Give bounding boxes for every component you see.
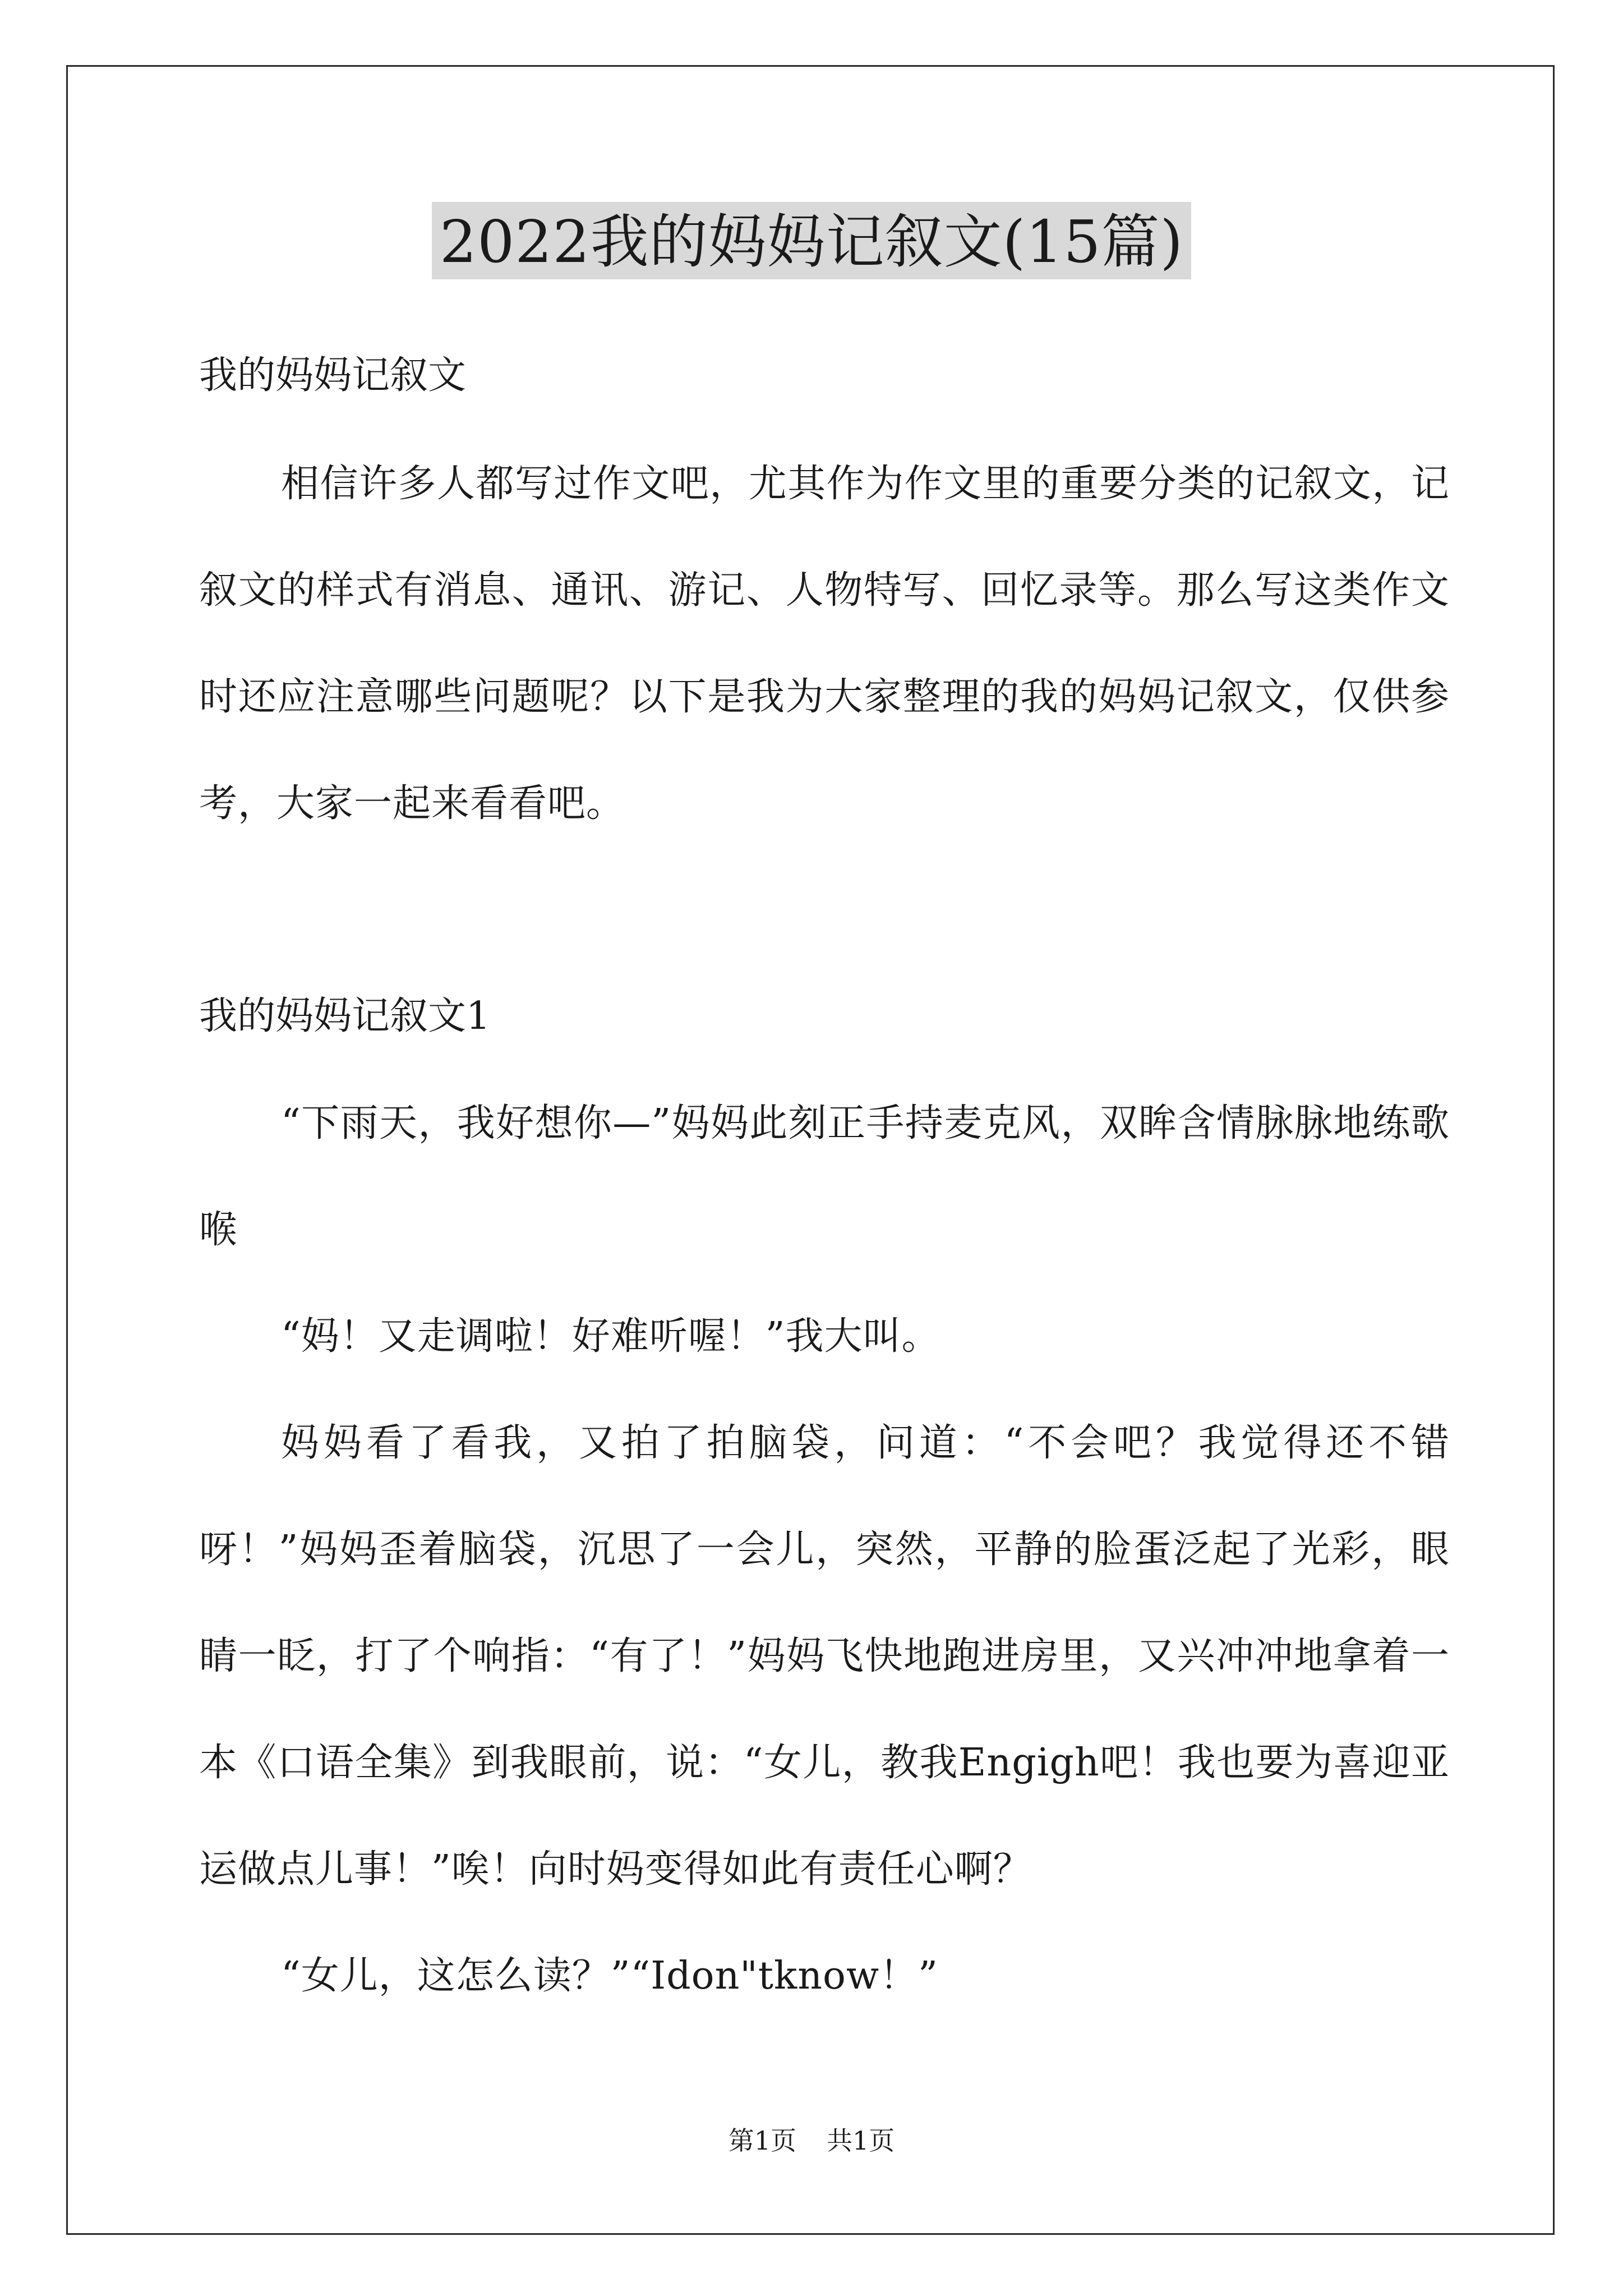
page-footer xyxy=(0,2125,1623,2156)
section-heading-1: 我的妈妈记叙文1 xyxy=(199,994,491,1038)
paragraph-4: “女儿，这怎么读？”“Idon"tknow！” xyxy=(281,1954,938,1998)
paragraph-3: 妈妈看了看我，又拍了拍脑袋，问道：“不会吧？我觉得还不错呀！”妈妈歪着脑袋，沉思了一会儿，突然，平静的脸蛋泛起了光彩，眼睛一眨，打了个响指：“有了！”妈妈飞快地跑进房里，又兴冲冲地拿着一本《口语全集》到我眼前，说：“女儿，教我Engigh吧！我也要为喜迎亚运做点儿事！”唉！向时妈变得如此有责任心啊？ xyxy=(199,1421,1450,1892)
page-number: 第1页 xyxy=(728,2125,796,2156)
page-total: 共1页 xyxy=(827,2125,895,2156)
title-container xyxy=(0,202,1623,279)
intro-paragraph: 相信许多人都写过作文吧，尤其作为作文里的重要分类的记叙文，记叙文的样式有消息、通讯、游记、人物特写、回忆录等。那么写这类作文时还应注意哪些问题呢？以下是我为大家整理的我的妈妈记叙文，仅供参考，大家一起来看看吧。 xyxy=(199,462,1450,826)
intro-heading: 我的妈妈记叙文 xyxy=(199,353,467,398)
document-title: 2022我的妈妈记叙文(15篇) xyxy=(432,202,1191,279)
paragraph-1: “下雨天，我好想你—”妈妈此刻正手持麦克风，双眸含情脉脉地练歌喉 xyxy=(199,1101,1450,1252)
paragraph-2: “妈！又走调啦！好难听喔！”我大叫。 xyxy=(281,1314,940,1359)
